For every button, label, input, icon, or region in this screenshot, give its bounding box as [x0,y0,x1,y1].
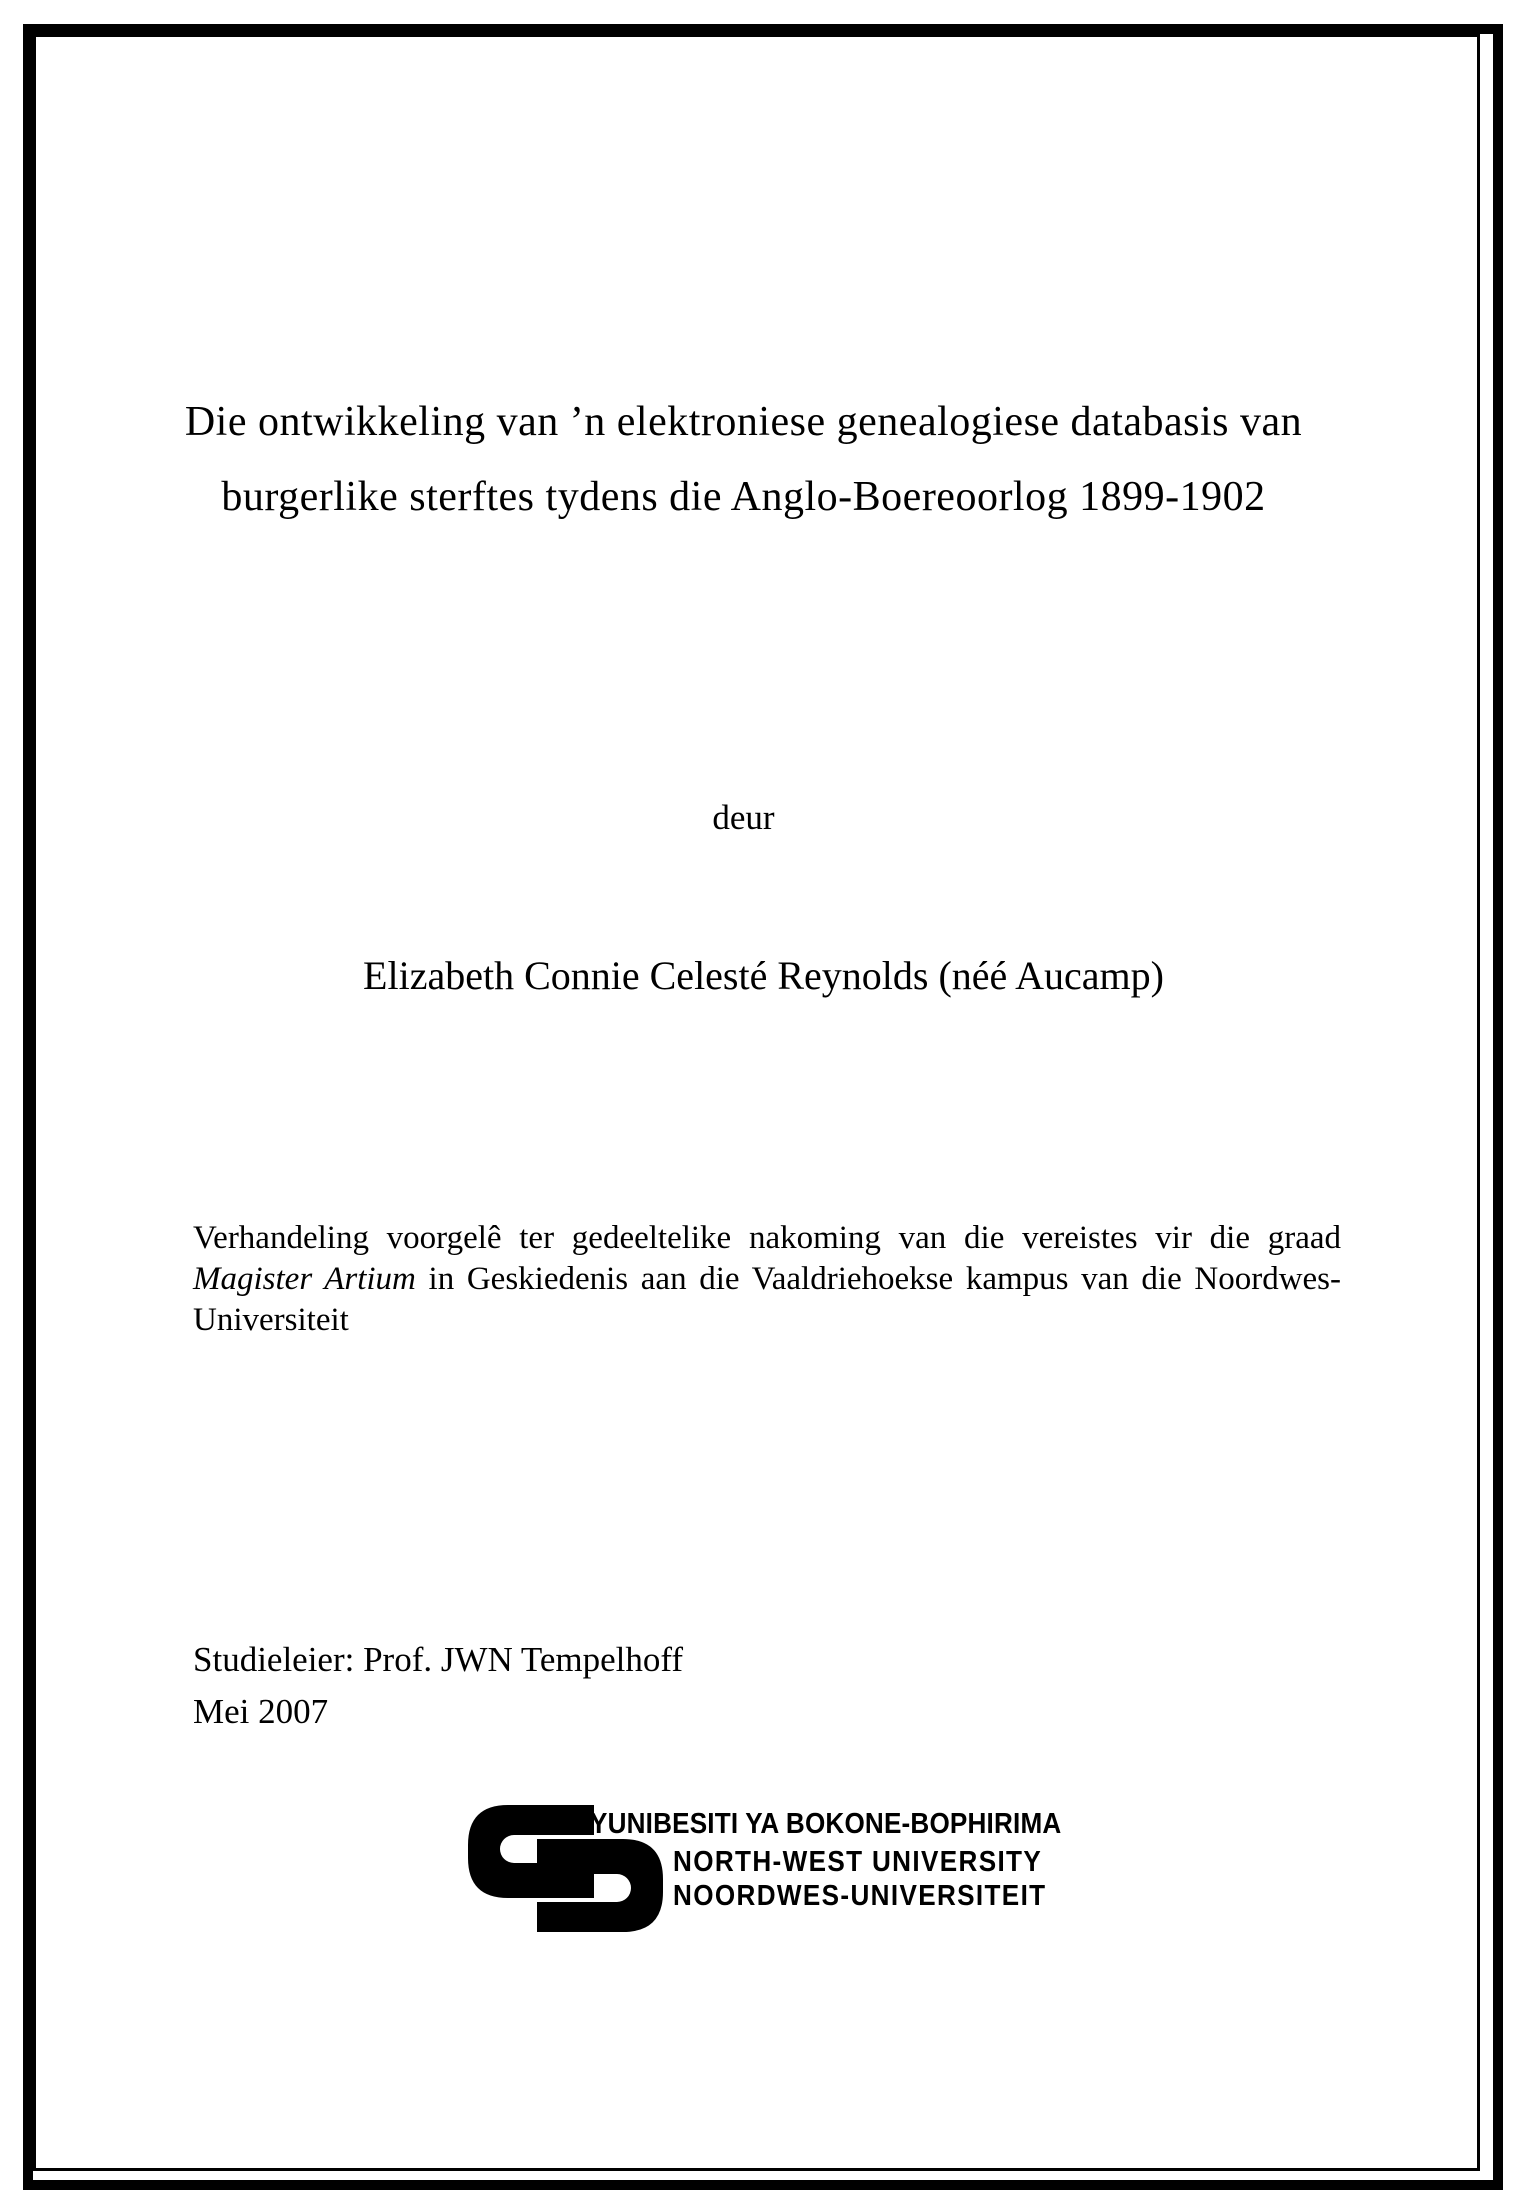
thesis-title [0,385,1487,535]
degree-name-italic: Magister Artium [193,1261,416,1297]
thesis-title-line2: burgerlike sterftes tydens die Anglo-Boereoorlog 1899-1902 [221,474,1266,520]
byline-deur: deur [712,798,775,837]
degree-statement-part1: Verhandeling voorgelê ter gedeeltelike nakoming van die vereistes vir die graad [193,1220,1341,1256]
thesis-title-line1: Die ontwikkeling van ’n elektroniese genealogiese databasis van [184,399,1303,445]
date-line: Mei 2007 [193,1692,329,1731]
logo-text-afrikaans: NOORDWES-UNIVERSITEIT [673,1880,1047,1912]
logo-text-english: NORTH-WEST UNIVERSITY [673,1846,1043,1878]
degree-statement-part2: in Geskiedenis aan die Vaaldriehoekse kampus van die Noordwes-Universiteit [193,1261,1342,1338]
author-name: Elizabeth Connie Celesté Reynolds (néé Aucamp) [363,953,1164,998]
supervisor-line: Studieleier: Prof. JWN Tempelhoff [193,1640,684,1679]
degree-statement [193,1218,1341,1341]
logo-text-setswana: YUNIBESITI YA BOKONE-BOPHIRIMA [590,1808,1062,1840]
university-logo [468,1802,1128,1942]
